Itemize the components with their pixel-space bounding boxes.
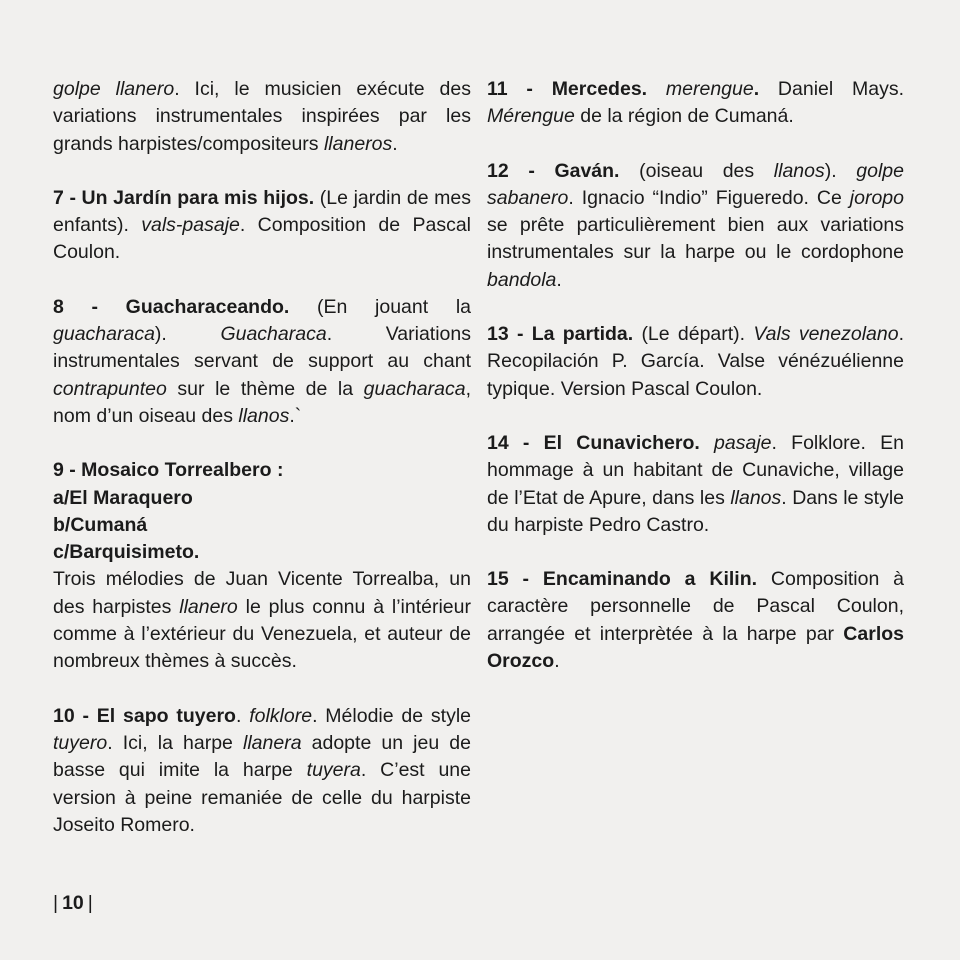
folio-bar-left: | <box>53 892 59 914</box>
track-11-title: 11 - Mercedes. <box>487 78 648 100</box>
track-9-title: 9 - Mosaico Torrealbero : <box>53 459 284 482</box>
track-8-title: 8 - Guacharaceando. <box>53 295 290 318</box>
track-7-title: 7 - Un Jardín para mis hijos. <box>53 186 315 209</box>
paragraph-track-9: 9 - Mosaico Torrealbero : a/El Maraquero b/Cumaná c/Barquisimeto. Trois mélodies de Juan Vicente Torrealba, un des harpistes llanero le plus connu à l’intérieur comme à l’extérieur du Venezuela, et auteur de nombreux thèmes à succès. <box>53 459 471 673</box>
track-14-title: 14 - El Cunavichero. <box>487 431 700 454</box>
track-10-title: 10 - El sapo tuyero <box>53 704 236 727</box>
performer-name: Carlos Orozco <box>487 622 904 673</box>
paragraph-track-10: 10 - El sapo tuyero. folklore. Mélodie de style tuyero. Ici, la harpe llanera adopte un jeu de basse qui imite la harpe tuyera. C’est une version à peine remaniée de celle du harpiste Joseito Romero. <box>53 704 471 836</box>
left-column <box>53 76 471 866</box>
paragraph-track-6-continued: golpe llanero. Ici, le musicien exécute des variations instrumentales inspirées par les grands harpistes/compositeurs llaneros. <box>53 78 471 155</box>
page-number-footer <box>53 890 93 917</box>
track-13-title: 13 - La partida. <box>487 323 634 346</box>
track-9-part-a: a/El Maraquero <box>53 486 193 509</box>
paragraph-track-12: 12 - Gaván. (oiseau des llanos). golpe sabanero. Ignacio “Indio” Figueredo. Ce joropo se prête particulièrement bien aux variations instrumentales sur la harpe ou le cordophone bandola. <box>487 159 904 291</box>
page-number: 10 <box>62 892 84 914</box>
paragraph-track-11: 11 - Mercedes. merengue. Daniel Mays. Mérengue de la région de Cumaná. <box>487 78 904 128</box>
paragraph-track-14: 14 - El Cunavichero. pasaje. Folklore. En hommage à un habitant de Cunaviche, village de l’Etat de Apure, dans les llanos. Dans le style du harpiste Pedro Castro. <box>487 431 904 536</box>
paragraph-track-13: 13 - La partida. (Le départ). Vals venezolano. Recopilación P. García. Valse vénézuélienne typique. Version Pascal Coulon. <box>487 323 905 400</box>
track-12-title: 12 - Gaván. <box>487 159 620 182</box>
folio-bar-right: | <box>87 892 93 914</box>
track-9-part-c: c/Barquisimeto. <box>53 541 200 564</box>
track-9-part-b: b/Cumaná <box>53 513 148 536</box>
track-15-title: 15 - Encaminando a Kilin. <box>487 568 758 591</box>
paragraph-track-7: 7 - Un Jardín para mis hijos. (Le jardin de mes enfants). vals-pasaje. Composition de Pascal Coulon. <box>53 186 472 264</box>
paragraph-track-15: 15 - Encaminando a Kilin. Composition à caractère personnelle de Pascal Coulon, arrangée et interprètée à la harpe par Carlos Orozco. <box>487 568 904 673</box>
right-column <box>487 76 904 702</box>
paragraph-track-8: 8 - Guacharaceando. (En jouant la guacharaca). Guacharaca. Variations instrumentales servant de support au chant contrapunteo sur le thème de la guacharaca, nom d’un oiseau des llanos.` <box>53 295 471 427</box>
